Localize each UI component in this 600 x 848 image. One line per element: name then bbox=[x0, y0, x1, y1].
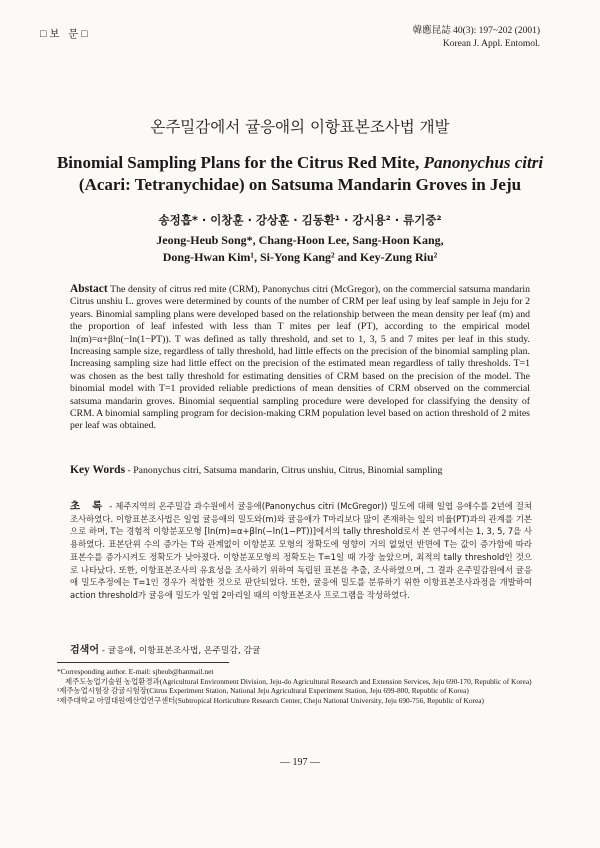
title-line1: Binomial Sampling Plans for the Citrus Red Mite, bbox=[56, 153, 424, 172]
keywords-text: - Panonychus citri, Satsuma mandarin, Citrus unshiu, Citrus, Binomial sampling bbox=[127, 465, 443, 476]
korean-keywords-text: - 귤응애, 이항표본조사법, 온주밀감, 감귤 bbox=[101, 646, 261, 656]
authors-english bbox=[0, 232, 600, 266]
title-english bbox=[40, 152, 560, 196]
footnote-divider bbox=[57, 662, 229, 663]
authors-korean: 송정흡* · 이창훈 · 강상훈 · 김동환¹ · 강시용² · 류기중² bbox=[158, 213, 442, 227]
journal-citation bbox=[413, 25, 540, 51]
korean-keywords-label: 검색어 bbox=[70, 645, 99, 656]
footnote-2: ²제주대학교 아열대원예산업연구센터(Subtropical Horticulture Research Center, Cheju National University, Jeju 690-756, Republic of Korea) bbox=[57, 695, 485, 705]
footnote-1: ¹제주농업시험장 감귤시험장(Citrus Experiment Station, National Jeju Agricultural Experiment Station, Jeju 699-800, Republic of Korea) bbox=[57, 686, 469, 696]
title-korean: 온주밀감에서 귤응애의 이항표본조사법 개발 bbox=[150, 118, 450, 136]
authors-line2: Dong-Hwan Kim¹, Si-Yong Kang² and Key-Zung Riu² bbox=[162, 250, 438, 264]
section-label: □보 문□ bbox=[40, 29, 91, 40]
title-line2: (Acari: Tetranychidae) on Satsuma Mandarin Groves in Jeju bbox=[78, 175, 522, 194]
korean-abstract-text: - 제주지역의 온주밀감 과수원에서 귤응애(Panonychus citri (McGregor)) 밀도에 대해 일엽 응애수를 2년에 걸쳐 조사하였다. 이항표본조사법은 일엽 귤응애의 밀도와(m)와 귤응애가 T마리보다 많이 존재하는 잎의 비율(PT)과의 관계를 기본으로 하며, T는 경험적 이항분포모형 [ln(m)=α+βln(−ln(1−PT))]에서의 tally threshold로서 본 연구에서는 1, 3, 5, 7을 사용하였다. 표본단위 수의 증가는 T와 관계없이 이항분포 모형의 정확도에 영향이 거의 없었던 반면에 T는 값이 증가함에 따라 표본수를 증가시켜도 정확도가 낮아졌다. 이항분포모형의 정확도는 T=1일 때 가장 높았으며, 최적의 tally threshold인 것으로 나타났다. 또한, 이항표본조사의 유효성을 조사하기 위하여 독립된 표본을 추출, 조사하였으며, 그 결과 온주밀감원에서 귤응애 밀도추정에는 T=1인 경우가 적합한 것으로 판단되었다. 또한, 귤응애 밀도를 분류하기 위한 이항표본조사과정을 개발하여 action threshold가 귤응애 밀도가 일엽 2마리일 때의 이항표본조사 프로그램을 작성하였다. bbox=[70, 501, 532, 600]
footnote-corresponding: *Corresponding author. E-mail: sjheub@hanmail.net bbox=[57, 667, 214, 676]
keywords-label: Key Words bbox=[70, 464, 126, 476]
korean-abstract bbox=[70, 500, 532, 602]
authors-line1: Jeong-Heub Song*, Chang-Hoon Lee, Sang-Hoon Kang, bbox=[156, 233, 444, 247]
journal-volume: 韓應昆誌 40(3): 197~202 (2001) bbox=[412, 26, 540, 36]
abstract-text: The density of citrus red mite (CRM), Panonychus citri (McGregor), on the commercial satsuma mandarin Citrus unshiu L. groves were determined by counts of the number of CRM per leaf using by leaf sample in Jeju for 2 years. Binomial sampling plans were developed based on the relationship between the mean density per leaf (m) and the proportion of leaf infested with less than T mites per leaf (PT), according to the empirical model ln(m)=α+βln(−ln(1−PT)). T was defined as tally threshold, and set to 1, 3, 5 and 7 mites per leaf in this study. Increasing sample size, regardless of tally threshold, had little effects on the precision of the binomial sampling plan. Increasing sampling size had little effect on the precision of the estimated mean regardless of tally thresholds. T=1 was chosen as the best tally threshold for estimating densities of CRM based on the precision of the model. The binomial model with T=1 provided reliable predictions of mean densities of CRM observed on the commercial satsuma mandarin groves. Binomial sequential sampling procedure were developed for classifying the density of CRM. A binomial sampling program for decision-making CRM population level based on action threshold of 2 mites per leaf was obtained. bbox=[70, 284, 530, 432]
journal-name-en: Korean J. Appl. Entomol. bbox=[442, 39, 540, 49]
page-number: — 197 — bbox=[280, 757, 320, 768]
abstract bbox=[70, 283, 530, 433]
title-species: Panonychus citri bbox=[423, 153, 544, 172]
korean-keywords bbox=[70, 641, 540, 656]
keywords bbox=[70, 464, 540, 476]
korean-abstract-label: 초 록 bbox=[70, 500, 107, 512]
footnote-affiliation: 제주도농업기술원 농업환경과(Agricultural Environment Division, Jeju-do Agricultural Research and Extension Services, Jeju 690-170, Republic of Korea) bbox=[65, 676, 532, 686]
abstract-label: Abstact bbox=[70, 283, 108, 295]
footnotes bbox=[57, 667, 547, 705]
